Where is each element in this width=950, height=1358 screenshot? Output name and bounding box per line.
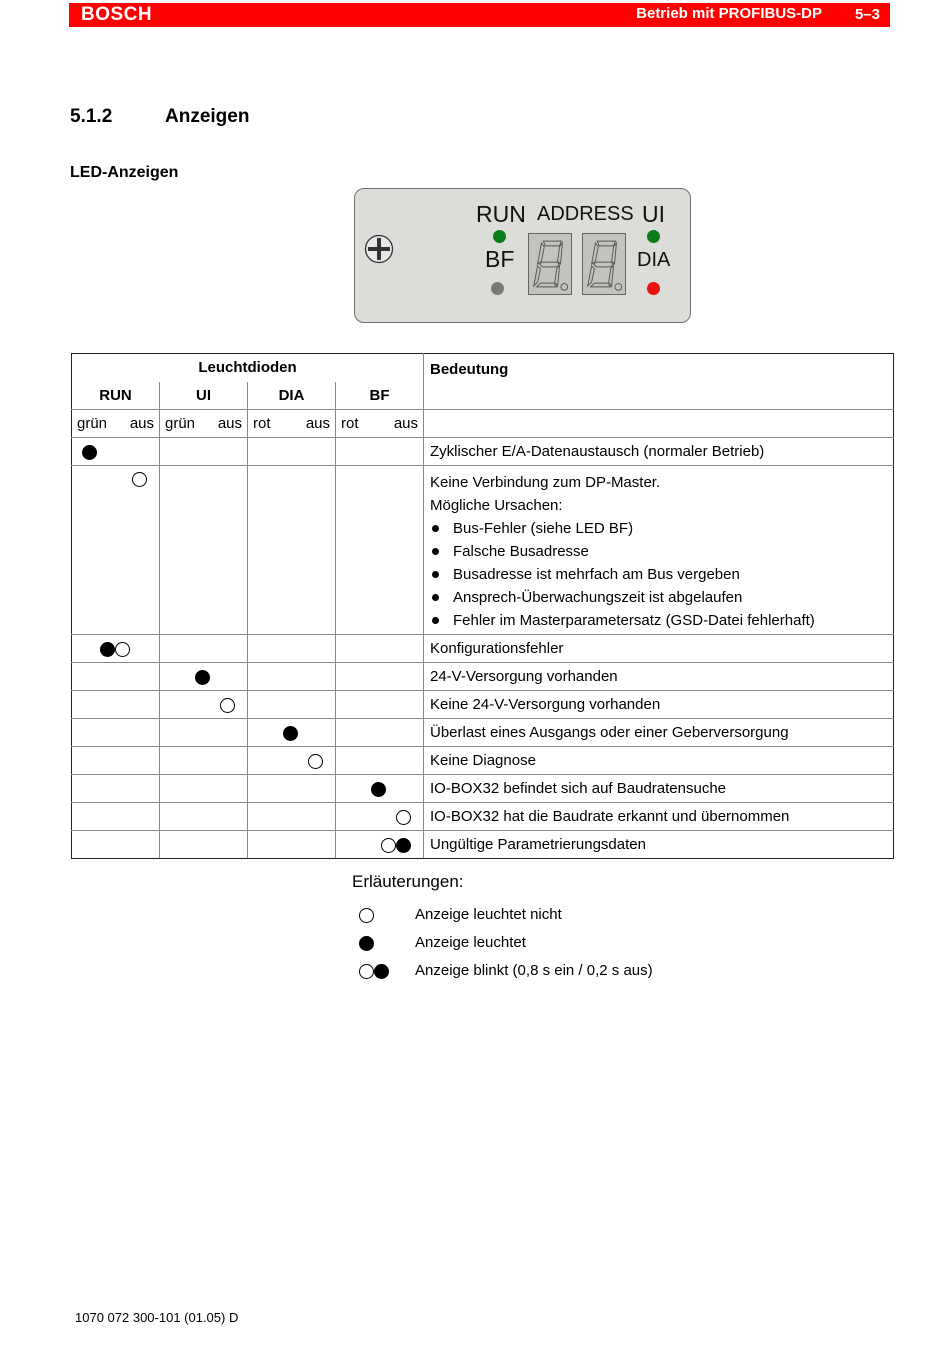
cause-item: Falsche Busadresse: [430, 540, 893, 563]
led-off-icon: [308, 754, 323, 769]
led-cell-run: [72, 691, 160, 719]
led-cell-ui: [160, 803, 248, 831]
led-cell-run: [72, 438, 160, 466]
led-cell-ui: [160, 747, 248, 775]
panel-label-run: RUN: [476, 201, 526, 227]
led-cell-dia: [248, 831, 336, 859]
table-row: [72, 775, 894, 803]
led-cell-bf: [336, 719, 424, 747]
cause-item: Busadresse ist mehrfach am Bus vergeben: [430, 563, 893, 586]
led-on-icon: [195, 670, 210, 685]
led-cell-run: [72, 775, 160, 803]
led-cell-bf: [336, 691, 424, 719]
led-cell-bf: [336, 803, 424, 831]
led-status-table: [71, 353, 894, 859]
led-symbol: [283, 724, 298, 741]
led-cell-dia: [248, 466, 336, 635]
meaning-cell: [424, 438, 894, 466]
led-symbol: [371, 780, 386, 797]
led-cell-run: [72, 831, 160, 859]
led-panel-illustration: [354, 188, 691, 323]
table-row: [72, 831, 894, 859]
led-cell-run: [72, 466, 160, 635]
table-row: [72, 747, 894, 775]
led-symbol: [396, 808, 411, 825]
led-cell-dia: [248, 803, 336, 831]
led-header-dia: DIA: [248, 382, 336, 410]
led-on-icon: [396, 838, 411, 853]
meaning-cell: [424, 466, 894, 635]
state-label: aus: [380, 410, 424, 438]
led-off-icon: [132, 472, 147, 487]
led-symbol: [195, 668, 210, 685]
led-symbol: [220, 696, 235, 713]
cause-item: Ansprech-Überwachungszeit ist abgelaufen: [430, 586, 893, 609]
led-symbol: [82, 443, 97, 460]
meaning-cell: [424, 747, 894, 775]
panel-label-dia: DIA: [637, 249, 671, 271]
led-on-icon: [371, 782, 386, 797]
table-row: [72, 803, 894, 831]
led-cell-bf: [336, 438, 424, 466]
led-cell-ui: [160, 635, 248, 663]
panel-label-bf: BF: [485, 246, 515, 272]
legend-item: [359, 934, 526, 951]
table-row: [72, 438, 894, 466]
meaning-text: 24-V-Versorgung vorhanden: [430, 668, 618, 685]
led-cell-ui: [160, 438, 248, 466]
led-cell-ui: [160, 831, 248, 859]
seven-segment-digit: [582, 233, 626, 295]
panel-label-ui: UI: [642, 201, 665, 227]
meaning-text: Keine 24-V-Versorgung vorhanden: [430, 696, 661, 713]
meaning-text: IO-BOX32 hat die Baudrate erkannt und übernommen: [430, 808, 790, 825]
meaning-text: Ungültige Parametrierungsdaten: [430, 836, 646, 853]
meaning-cell: [424, 691, 894, 719]
led-cell-bf: [336, 466, 424, 635]
legend-text: Anzeige blinkt (0,8 s ein / 0,2 s aus): [415, 962, 653, 979]
led-cell-run: [72, 635, 160, 663]
led-off-icon: [359, 908, 374, 923]
led-on-icon: [283, 726, 298, 741]
led-cell-bf: [336, 635, 424, 663]
led-cell-run: [72, 719, 160, 747]
state-label: rot: [336, 410, 380, 438]
led-cell-run: [72, 663, 160, 691]
led-header-run: RUN: [72, 382, 160, 410]
led-blink-icon: [381, 836, 411, 853]
section-number: 5.1.2: [70, 106, 113, 127]
brand-logo: BOSCH: [81, 4, 153, 25]
meaning-cell: [424, 663, 894, 691]
legend-text: Anzeige leuchtet nicht: [415, 906, 562, 923]
state-label: grün: [160, 410, 204, 438]
meaning-cell: [424, 635, 894, 663]
led-run-icon: [493, 230, 506, 243]
state-label: aus: [292, 410, 336, 438]
led-cell-dia: [248, 747, 336, 775]
led-dia-icon: [647, 282, 660, 295]
cause-item: Fehler im Masterparametersatz (GSD-Datei fehlerhaft): [430, 609, 893, 632]
led-ui-icon: [647, 230, 660, 243]
led-off-icon: [115, 642, 130, 657]
led-cell-run: [72, 803, 160, 831]
footer-doc-number: 1070 072 300-101 (01.05) D: [75, 1310, 239, 1325]
led-header-ui: UI: [160, 382, 248, 410]
led-on-icon: [82, 445, 97, 460]
led-cell-bf: [336, 831, 424, 859]
led-cell-ui: [160, 691, 248, 719]
led-off-icon: [359, 964, 374, 979]
led-symbol: [132, 470, 147, 487]
led-cell-ui: [160, 719, 248, 747]
led-cell-dia: [248, 663, 336, 691]
page-number: 5–3: [854, 6, 880, 23]
header-bedeutung: Bedeutung: [424, 354, 894, 410]
legend-item: [359, 962, 653, 979]
causes-list: [430, 517, 893, 632]
meaning-text: Keine Verbindung zum DP-Master.: [430, 474, 661, 491]
led-cell-dia: [248, 691, 336, 719]
led-off-icon: [220, 698, 235, 713]
led-cell-bf: [336, 775, 424, 803]
state-row-meaning-empty: [424, 410, 894, 438]
table-row: [72, 663, 894, 691]
led-cell-bf: [336, 747, 424, 775]
meaning-cell: [424, 803, 894, 831]
panel-label-address: ADDRESS: [537, 203, 634, 225]
led-on-icon: [100, 642, 115, 657]
led-on-icon: [359, 936, 374, 951]
table-row: [72, 466, 894, 635]
state-label: rot: [248, 410, 292, 438]
meaning-text: IO-BOX32 befindet sich auf Baudratensuche: [430, 780, 727, 797]
meaning-text: Zyklischer E/A-Datenaustausch (normaler Betrieb): [430, 443, 765, 460]
led-off-icon: [396, 810, 411, 825]
table-row: [72, 635, 894, 663]
led-bf-icon: [491, 282, 504, 295]
led-cell-ui: [160, 663, 248, 691]
led-symbol: [359, 934, 374, 951]
meaning-cell: [424, 831, 894, 859]
header-title: Betrieb mit PROFIBUS-DP: [636, 5, 822, 22]
cause-item: Bus-Fehler (siehe LED BF): [430, 517, 893, 540]
led-cell-run: [72, 747, 160, 775]
led-cell-dia: [248, 635, 336, 663]
state-label: aus: [116, 410, 160, 438]
led-blink-icon: [359, 962, 389, 979]
state-label: aus: [204, 410, 248, 438]
led-cell-ui: [160, 775, 248, 803]
meaning-cell: [424, 775, 894, 803]
legend-title: Erläuterungen:: [352, 872, 464, 891]
causes-heading: Mögliche Ursachen:: [430, 497, 563, 514]
led-header-bf: BF: [336, 382, 424, 410]
led-cell-dia: [248, 438, 336, 466]
led-symbol: [308, 752, 323, 769]
led-cell-ui: [160, 466, 248, 635]
led-blink-icon: [100, 640, 130, 657]
led-cell-bf: [336, 663, 424, 691]
table-row: [72, 691, 894, 719]
led-on-icon: [374, 964, 389, 979]
meaning-text: Konfigurationsfehler: [430, 640, 564, 657]
legend-text: Anzeige leuchtet: [415, 934, 526, 951]
led-cell-dia: [248, 775, 336, 803]
meaning-cell: [424, 719, 894, 747]
screw-icon: [364, 234, 394, 264]
section-title: Anzeigen: [165, 106, 250, 127]
meaning-text: Keine Diagnose: [430, 752, 536, 769]
legend-item: [359, 906, 562, 923]
header-leuchtdioden: Leuchtdioden: [72, 354, 424, 382]
state-label: grün: [72, 410, 116, 438]
table-row: [72, 719, 894, 747]
led-cell-dia: [248, 719, 336, 747]
seven-segment-digit: [528, 233, 572, 295]
meaning-text: Überlast eines Ausgangs oder einer Geberversorgung: [430, 724, 789, 741]
subheading: LED-Anzeigen: [70, 164, 179, 181]
led-off-icon: [381, 838, 396, 853]
led-symbol: [359, 906, 374, 923]
header-bar: [69, 3, 890, 27]
